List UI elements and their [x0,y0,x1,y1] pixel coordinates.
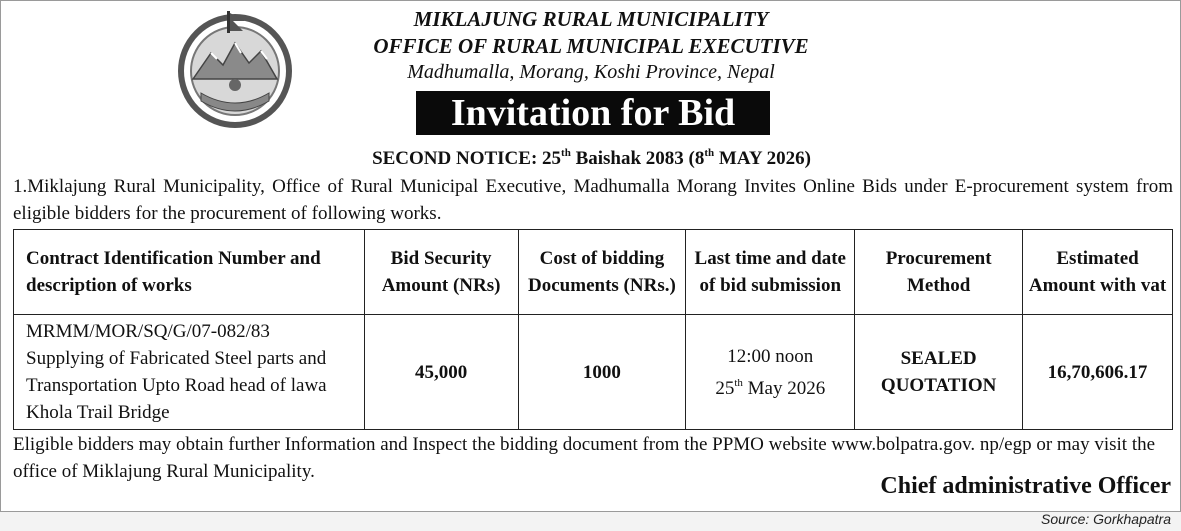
municipality-name: MIKLAJUNG RURAL MUNICIPALITY [413,7,769,31]
header-bid-security: Bid Security Amount (NRs) [364,230,518,315]
deadline-day: 25 [715,377,735,399]
cell-estimated: 16,70,606.17 [1023,315,1173,430]
cell-doc-cost: 1000 [518,315,686,430]
deadline-time: 12:00 noon [727,345,814,367]
works-table [13,229,1173,430]
notice-prefix: SECOND NOTICE: 25 [372,148,562,169]
office-address: Madhumalla, Morang, Koshi Province, Nepal [407,61,775,83]
notice-sup-1: th [561,147,571,159]
header-deadline: Last time and date of bid submission [686,230,855,315]
method-line-1: SEALED [900,348,977,369]
table-header-row [14,230,1173,315]
deadline-day-sup: th [734,376,743,389]
notice-title: Invitation for Bid [416,91,770,135]
header-method: Procurement Method [855,230,1023,315]
notice-middle: Baishak 2083 (8 [570,148,705,169]
signature-title: Chief administrative Officer [880,473,1171,499]
cell-method [855,315,1023,430]
cell-contract [14,315,365,430]
header-doc-cost: Cost of bidding Documents (NRs.) [518,230,686,315]
office-name: OFFICE OF RURAL MUNICIPAL EXECUTIVE [373,34,809,58]
cell-deadline [686,315,855,430]
contract-description: Supplying of Fabricated Steel parts and Transportation Upto Road head of lawa Khola Trail Bridge [26,348,327,423]
header-contract: Contract Identification Number and description of works [14,230,365,315]
deadline-date [687,370,853,402]
header-estimated: Estimated Amount with vat [1023,230,1173,315]
contract-id: MRMM/MOR/SQ/G/07-082/83 [26,321,270,342]
cell-bid-security: 45,000 [364,315,518,430]
footer-paragraph: Eligible bidders may obtain further Information and Inspect the bidding document from the PPMO website www.bolpatra.gov. np/egp or may visit the office of Miklajung Rural Municipality. [13,434,1156,482]
second-notice-line [1,147,1181,170]
nepal-emblem-icon [171,9,299,131]
notice-suffix: MAY 2026) [714,148,811,169]
source-credit: Source: Gorkhapatra [1041,511,1171,527]
table-row [14,315,1173,430]
method-line-2: QUOTATION [880,375,997,396]
notice-sup-2: th [704,147,715,159]
invitation-paragraph: 1.Miklajung Rural Municipality, Office of Rural Municipal Executive, Madhumalla Morang Invites Online Bids under E-procurement system from eligible bidders for the procurement of following works. [13,176,1173,224]
deadline-month-year: May 2026 [742,377,826,399]
